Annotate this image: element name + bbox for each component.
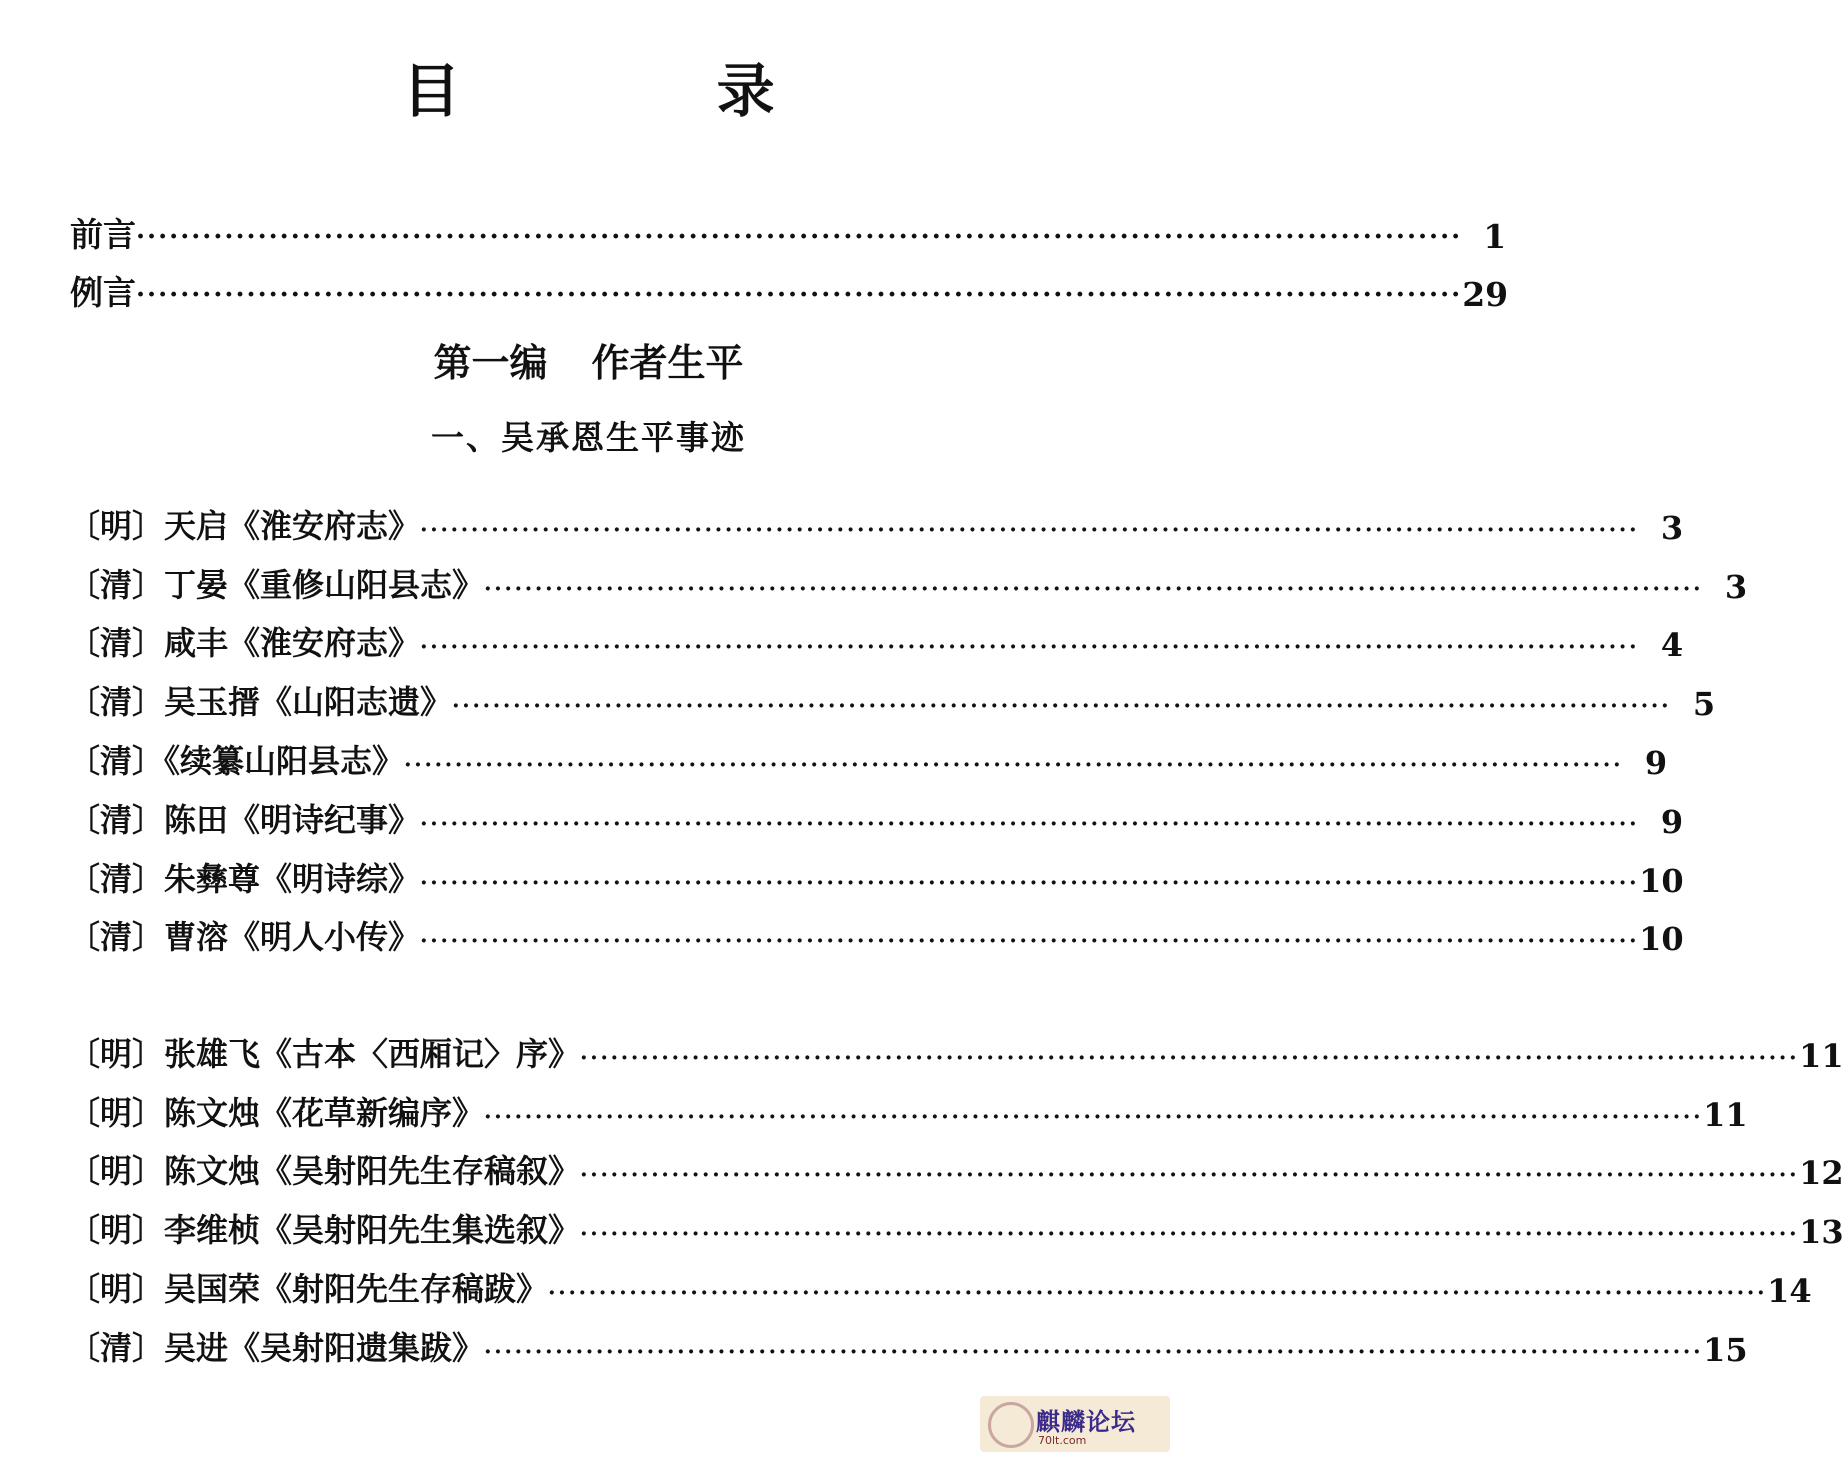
dot-leader: ························································································································ xyxy=(136,280,1463,310)
toc-entry-title: 〔明〕天启《淮安府志》 xyxy=(68,506,421,545)
dot-leader: ························································································································ xyxy=(484,575,1704,602)
dot-leader: ························································································································ xyxy=(420,810,1640,837)
watermark-name: 麒麟论坛 xyxy=(1036,1407,1136,1436)
dot-leader: ························································································································ xyxy=(580,1221,1800,1248)
toc-row[interactable] xyxy=(68,488,1684,547)
page-number: 10 xyxy=(1639,861,1684,900)
dot-leader: ························································································································ xyxy=(452,693,1672,720)
page-number: 10 xyxy=(1639,920,1684,959)
page-number: 14 xyxy=(1767,1271,1812,1310)
dot-leader: ························································································································ xyxy=(484,1338,1704,1365)
toc-entry-title: 〔清〕吴进《吴射阳遗集跋》 xyxy=(68,1328,485,1367)
forum-watermark-logo xyxy=(980,1396,1170,1452)
toc-row[interactable] xyxy=(68,841,1684,900)
part-title xyxy=(0,340,1177,386)
toc-entry-title: 〔明〕吴国荣《射阳先生存稿跋》 xyxy=(68,1269,549,1308)
dot-leader: ························································································································ xyxy=(420,928,1640,955)
toc-entry-title: 〔明〕陈文烛《花草新编序》 xyxy=(68,1093,485,1132)
toc-entry-title: 〔明〕张雄飞《古本〈西厢记〉序》 xyxy=(68,1034,581,1073)
toc-label-char: 前 xyxy=(70,215,103,254)
toc-entry-title: 〔清〕陈田《明诗纪事》 xyxy=(68,800,421,839)
toc-row[interactable] xyxy=(68,1016,1844,1075)
toc-row[interactable] xyxy=(68,1134,1844,1193)
page-title: 目 录 xyxy=(402,57,893,125)
part-name: 作者生平 xyxy=(591,340,744,385)
dot-leader: ························································································································ xyxy=(420,634,1640,661)
toc-list-records xyxy=(68,488,1748,959)
toc-row[interactable] xyxy=(68,900,1684,959)
toc-row[interactable] xyxy=(68,1192,1844,1252)
dot-leader: ························································································································ xyxy=(420,869,1640,896)
dot-leader: ························································································································ xyxy=(484,1103,1704,1130)
toc-entry-title: 〔清〕咸丰《淮安府志》 xyxy=(68,624,421,663)
toc-row-notes[interactable] xyxy=(70,256,1509,314)
toc-entry-title: 〔清〕《续纂山阳县志》 xyxy=(68,741,405,780)
page-number: 5 xyxy=(1692,685,1716,724)
toc-entry-title: 〔明〕李维桢《吴射阳先生集选叙》 xyxy=(68,1211,581,1250)
toc-label-char: 言 xyxy=(103,215,136,254)
page-number: 13 xyxy=(1799,1213,1844,1252)
page-number: 9 xyxy=(1644,743,1668,782)
subsection-title: 一、吴承恩生平事迹 xyxy=(431,418,746,457)
toc-list-prefaces xyxy=(68,1016,1844,1369)
toc-row[interactable] xyxy=(68,606,1684,665)
toc-entry-title: 〔清〕曹溶《明人小传》 xyxy=(68,918,421,957)
toc-row[interactable] xyxy=(68,1251,1812,1310)
toc-row[interactable] xyxy=(68,664,1716,724)
page-number: 29 xyxy=(1462,275,1509,314)
watermark-site: 70lt.com xyxy=(1038,1434,1087,1447)
toc-row-preface[interactable] xyxy=(70,198,1507,256)
dot-leader: ························································································································ xyxy=(136,222,1463,252)
toc-entry-title: 〔清〕朱彝尊《明诗综》 xyxy=(68,859,421,898)
toc-label-char: 例 xyxy=(70,273,103,312)
dot-leader: ························································································································ xyxy=(580,1162,1800,1189)
toc-row[interactable] xyxy=(68,1075,1748,1134)
toc-entry-title: 〔明〕陈文烛《吴射阳先生存稿叙》 xyxy=(68,1152,581,1191)
page-number: 3 xyxy=(1660,508,1684,547)
toc-row[interactable] xyxy=(68,782,1684,841)
toc-row[interactable] xyxy=(68,723,1668,782)
page-number: 4 xyxy=(1660,626,1684,665)
page-number: 11 xyxy=(1703,1095,1748,1134)
toc-label-char: 言 xyxy=(103,273,136,312)
dot-leader: ························································································································ xyxy=(548,1279,1768,1306)
front-matter-list xyxy=(70,198,1509,314)
qilin-emblem-icon xyxy=(988,1402,1034,1448)
page-number: 15 xyxy=(1703,1330,1748,1369)
toc-entry-title: 〔清〕吴玉搢《山阳志遗》 xyxy=(68,683,453,722)
toc-row[interactable] xyxy=(68,547,1748,606)
page-number: 1 xyxy=(1483,217,1507,256)
dot-leader: ························································································································ xyxy=(580,1044,1800,1071)
page-number: 12 xyxy=(1799,1154,1844,1193)
page-number: 3 xyxy=(1724,567,1748,606)
toc-row[interactable] xyxy=(68,1310,1748,1369)
part-number: 第一编 xyxy=(433,340,548,385)
page-number: 9 xyxy=(1660,802,1684,841)
dot-leader: ························································································································ xyxy=(420,516,1640,543)
page-number: 11 xyxy=(1799,1036,1844,1075)
dot-leader: ························································································································ xyxy=(404,751,1624,778)
toc-entry-title: 〔清〕丁晏《重修山阳县志》 xyxy=(68,565,485,604)
